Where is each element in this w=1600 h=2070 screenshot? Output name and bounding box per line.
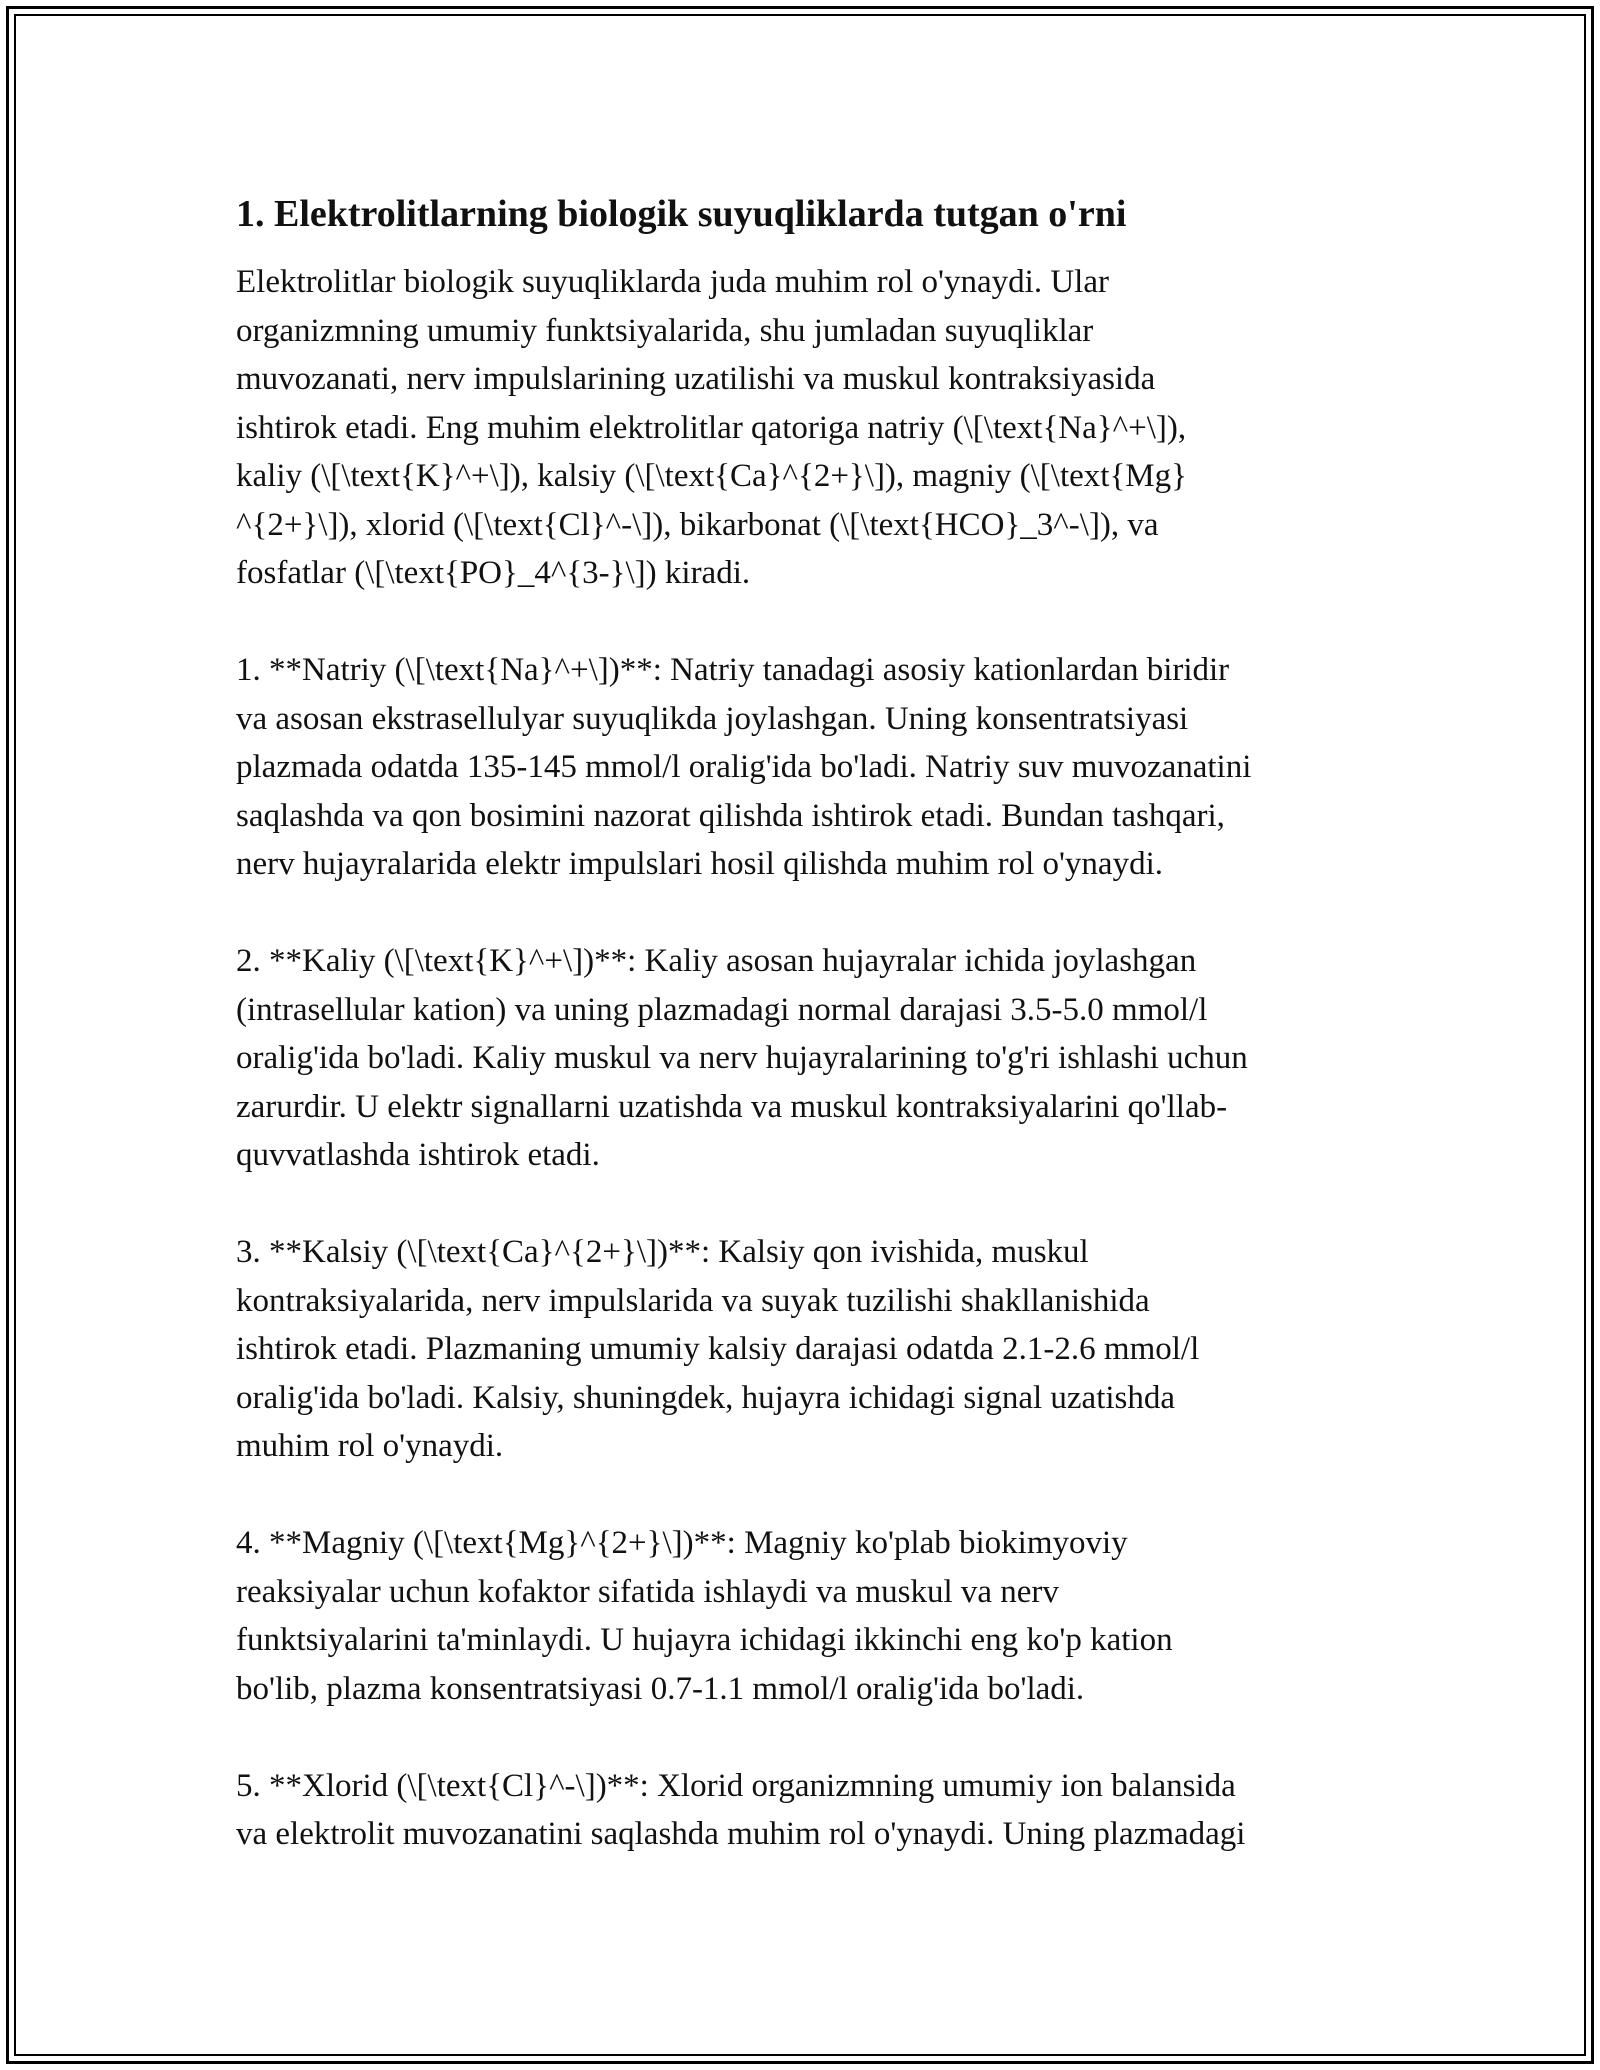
kaliy-paragraph: 2. **Kaliy (\[\text{K}^+\])**: Kaliy asosan hujayralar ichida joylashgan (intrasellular kation) va uning plazmadagi normal darajasi 3.5-5.0 mmol/l oralig'ida bo'ladi. Kaliy muskul va nerv hujayralarining to'g'ri ishlashi uchun zarurdir. U elektr signallarni uzatishda va muskul kontraksiyalarini qo'llab- quvvatlashda ishtirok etadi. [236,943,1248,1173]
natriy-paragraph: 1. **Natriy (\[\text{Na}^+\])**: Natriy tanadagi asosiy kationlardan biridir va asosan ekstrasellulyar suyuqlikda joylashgan. Uning konsentratsiyasi plazmada odatda 135-145 mmol/l oralig'ida bo'ladi. Natriy suv muvozanatini saqlashda va qon bosimini nazorat qilishda ishtirok etadi. Bundan tashqari, nerv hujayralarida elektr impulslari hosil qilishda muhim rol o'ynaydi. [236,652,1252,882]
section-heading: 1. Elektrolitlarning biologik suyuqliklarda tutgan o'rni [236,193,1127,235]
magniy-paragraph: 4. **Magniy (\[\text{Mg}^{2+}\])**: Magniy ko'plab biokimyoviy reaksiyalar uchun kofaktor sifatida ishlaydi va muskul va nerv funktsiyalarini ta'minlaydi. U hujayra ichidagi ikkinchi eng ko'p kation bo'lib, plazma konsentratsiyasi 0.7-1.1 mmol/l oralig'ida bo'ladi. [236,1525,1173,1707]
kalsiy-paragraph: 3. **Kalsiy (\[\text{Ca}^{2+}\])**: Kalsiy qon ivishida, muskul kontraksiyalarida, nerv impulslarida va suyak tuzilishi shakllanishida ishtirok etadi. Plazmaning umumiy kalsiy darajasi odatda 2.1-2.6 mmol/l oralig'ida bo'ladi. Kalsiy, shuningdek, hujayra ichidagi signal uzatishda muhim rol o'ynaydi. [236,1234,1200,1464]
xlorid-paragraph: 5. **Xlorid (\[\text{Cl}^-\])**: Xlorid organizmning umumiy ion balansida va elektrolit muvozanatini saqlashda muhim rol o'ynaydi. Uning plazmadagi [236,1767,1246,1852]
intro-paragraph: Elektrolitlar biologik suyuqliklarda juda muhim rol o'ynaydi. Ular organizmning umumiy funktsiyalarida, shu jumladan suyuqliklar muvozanati, nerv impulslarining uzatilishi va muskul kontraksiyasida ishtirok etadi. Eng muhim elektrolitlar qatoriga natriy (\[\text{Na}^+\]), kaliy (\[\text{K}^+\]), kalsiy (\[\text{Ca}^{2+}\]), magniy (\[\text{Mg} ^{2+}\]), xlorid (\[\text{Cl}^-\]), bikarbonat (\[\text{HCO}_3^-\]), va fosfatlar (\[\text{PO}_4^{3-}\]) kiradi. [236,264,1187,591]
document-body [236,188,1376,1859]
